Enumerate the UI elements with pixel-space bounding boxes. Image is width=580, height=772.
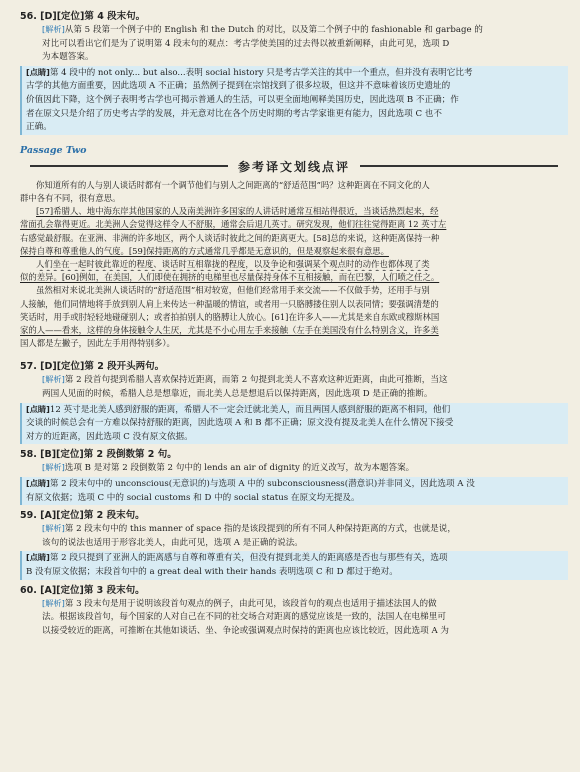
jiexi-tag: [解析] xyxy=(42,597,65,608)
jiexi-tag: [解析] xyxy=(42,24,65,34)
q58-dianping-text: 第 2 段末句中的 unconscious(无意识的)与选项 A 中的 subconsciousness(潜意识)并非同义，因此选项 A 没 xyxy=(49,478,475,489)
q56-dianping-line: 者在原文只是介绍了历史考古学的发展，并无意对比在各个历史时期的考古学家谁更有能力，因此选项 C 也不 xyxy=(26,108,442,119)
q60-jiexi-line: 以接受较近的距离，可推断在其他如谈话、坐、争论或强调观点时保持的距离也应该比较近，因此选项 A 为 xyxy=(42,625,449,636)
section-title xyxy=(20,158,568,175)
q59-dianping-line xyxy=(26,551,564,566)
q59-dianping-text: 第 2 段只提到了亚洲人的距离感与自尊和尊重有关，但没有提到北美人的距离感是否也与那些有关，选项 xyxy=(49,553,448,564)
dianping-tag: [点睛] xyxy=(26,552,50,563)
translation-line: 家的人——看来，这样的身体接触令人生厌，尤其是不小心用左手来接触（左手在美国没有什么特别含义，许多美 xyxy=(20,324,439,335)
q56-heading: 56. [D][定位]第 4 段末句。 xyxy=(20,11,146,22)
q57-jiexi-line xyxy=(20,373,568,388)
translation-block xyxy=(20,179,568,351)
title-rule-left xyxy=(30,165,228,167)
q56-jiexi-line: 对比可以看出它们是为了说明第 4 段末句的观点：考古学使美国的过去得以被重新阐释，由此可见，选项 D xyxy=(42,38,450,49)
translation-line: 似的差异。[60]例如，在美国，人们即使在拥挤的电梯里也尽量保持身体不互相接触，而在巴黎，人们喷之任之。 xyxy=(20,272,440,283)
q56-jiexi-text: 从第 5 段第一个例子中的 English 和 the Dutch 的对比，以及第二个例子中的 fashionable 和 garbage 的 xyxy=(64,25,483,35)
title-rule-right xyxy=(360,165,558,167)
q56-dianping-line: 价值因此下降，这个例子表明考古学也可揭示普通人的生活，可以更全面地阐释美国历史，因此选项 B 不正确；作 xyxy=(26,94,459,105)
q57-dianping-line: 对方的近距离，因此选项 C 没有原文依据。 xyxy=(26,431,193,442)
translation-line: 笑话时，用手或肘轻轻地碰碰别人；或者拍拍别人的胳膊让人放心。[61]在许多人——尤其是来自东欧或穆斯林国 xyxy=(20,311,440,322)
q58-dianping-line: 有原文依据；选项 C 中的 social customs 和 D 中的 social status 在原文均无提及。 xyxy=(26,492,360,503)
q58-jiexi-line xyxy=(20,461,568,476)
translation-line: 国人都是左撇子，因此左手用得特别多）。 xyxy=(20,338,175,349)
dianping-tag: [点睛] xyxy=(26,477,50,488)
translation-line: [57]希腊人、地中海东岸其他国家的人及南美洲许多国家的人讲话时通常互相站得很近，当谈话热烈起来，经 xyxy=(36,206,439,217)
q57-dianping-line: 交谈的时候总会有一方难以保持舒服的距离，因此选项 A 和 B 都不正确；原文没有提及北美人在什么情况下接受 xyxy=(26,418,454,429)
q56-dianping-line: 正确。 xyxy=(26,122,52,133)
q57-dianping-line xyxy=(26,403,564,418)
q58-heading: 58. [B][定位]第 2 段倒数第 2 句。 xyxy=(20,449,177,461)
translation-line: 你知道所有的人与别人谈话时都有一个调节他们与别人之间距离的“舒适范围”吗？这种距离在不同文化的人 xyxy=(36,179,430,190)
q59-jiexi-line xyxy=(20,522,568,537)
q56-dianping-text: 第 4 段中的 not only... but also...表明 social history 只是考古学关注的其中一个重点，但并没有表明它比考 xyxy=(49,67,473,78)
q56-jiexi-line: 为本题答案。 xyxy=(42,52,94,63)
q57-heading: 57. [D][定位]第 2 段开头两句。 xyxy=(20,361,165,373)
q59-heading: 59. [A][定位]第 2 段末句。 xyxy=(20,510,145,522)
q60-jiexi-line: 法。根据该段首句，每个国家的人对自己在不同的社交场合对距离的感觉应该是一致的，法国人在电梯里可 xyxy=(42,612,446,623)
dianping-tag: [点睛] xyxy=(26,403,50,414)
q59-dianping-box xyxy=(20,551,568,579)
q56-dianping-line: 古学的其他方面重要，因此选项 A 不正确；虽然例子提到在宗馆找到了很多垃圾，但这并不意味着该历史遗址的 xyxy=(26,81,451,92)
q60-jiexi-text: 第 3 段末句是用于说明该段首句观点的例子，由此可见，该段首句的观点也适用于描述法国人的做 xyxy=(64,598,437,609)
translation-line: 常面孔会靠得更近。北美洲人会觉得这样令人不舒服，通常会后退几英寸。研究发现，他们往往觉得距离 12 英寸左 xyxy=(20,219,447,230)
q57-jiexi-line: 两国人见面的时候，希腊人总是想靠近，而北美人总是想退后以保持距离，因此选项 D 是正确的推断。 xyxy=(42,388,433,399)
q57-dianping-box xyxy=(20,403,568,445)
q57-jiexi-text: 第 2 段首句提到希腊人喜欢保持近距离，而第 2 句提到北美人不喜欢这种近距离，由此可推断，当这 xyxy=(64,375,448,386)
q59-dianping-line: B 没有原文依据；末段首句中的 a great deal with their hands 表明选项 C 和 D 都过于绝对。 xyxy=(26,566,398,577)
q59-jiexi-line: 该句的说法也适用于形容北美人，由此可见，选项 A 是正确的说法。 xyxy=(42,537,303,548)
translation-line: 虽然相对来说北美洲人谈话时的“舒适范围”相对较宽，但他们经常用手来交流——不仅做手势，还用手与别 xyxy=(36,285,430,296)
translation-line: 人们坐在一起时彼此靠近的程度、谈话时互相靠拢的程度，以及争论和强调某个观点时的动作也都体现了类 xyxy=(36,258,430,269)
jiexi-tag: [解析] xyxy=(42,374,65,385)
q60-heading: 60. [A][定位]第 3 段末句。 xyxy=(20,584,145,596)
q59-jiexi-text: 第 2 段末句中的 this manner of space 指的是该段提到的所有不同人种保持距离的方式，也就是说， xyxy=(64,524,456,535)
dianping-tag: [点睛] xyxy=(26,66,50,77)
q56-dianping-line xyxy=(26,66,564,81)
section-title-text: 参考译文划线点评 xyxy=(238,159,351,174)
q58-dianping-box xyxy=(20,477,568,505)
translation-line: 人接触，他们同情地将手放到别人肩上来传达一种温暖的情谊，或者用一只胳膊搂住别人以表同情；要强调清楚的 xyxy=(20,298,439,309)
passage-label: Passage Two xyxy=(20,144,87,156)
translation-line: 群中各有不同，很有意思。 xyxy=(20,192,121,203)
translation-line: 保持自尊和尊重他人的气度。[59]保持距离的方式通常几乎都是无意识的，但是观察起来很有意思。 xyxy=(20,245,389,256)
jiexi-tag: [解析] xyxy=(42,462,65,473)
jiexi-tag: [解析] xyxy=(42,523,65,534)
q57-dianping-text: 12 英寸是北美人感到舒服的距离，希腊人不一定会迁就北美人，而且两国人感到舒服的距离不相同，他们 xyxy=(49,404,451,415)
q58-jiexi-text: 选项 B 是对第 2 段倒数第 2 句中的 lends an air of dignity 的近义改写，故为本题答案。 xyxy=(64,463,415,474)
q56-dianping-box xyxy=(20,66,568,135)
q58-dianping-line xyxy=(26,477,564,492)
translation-line: 右感觉最舒服。在亚洲、非洲的许多地区，两个人谈话时彼此之间的距离更大。[58]总的来说，这种距离保持一种 xyxy=(20,232,440,243)
q56-jiexi-line xyxy=(20,23,568,38)
q60-jiexi-line xyxy=(20,597,568,612)
